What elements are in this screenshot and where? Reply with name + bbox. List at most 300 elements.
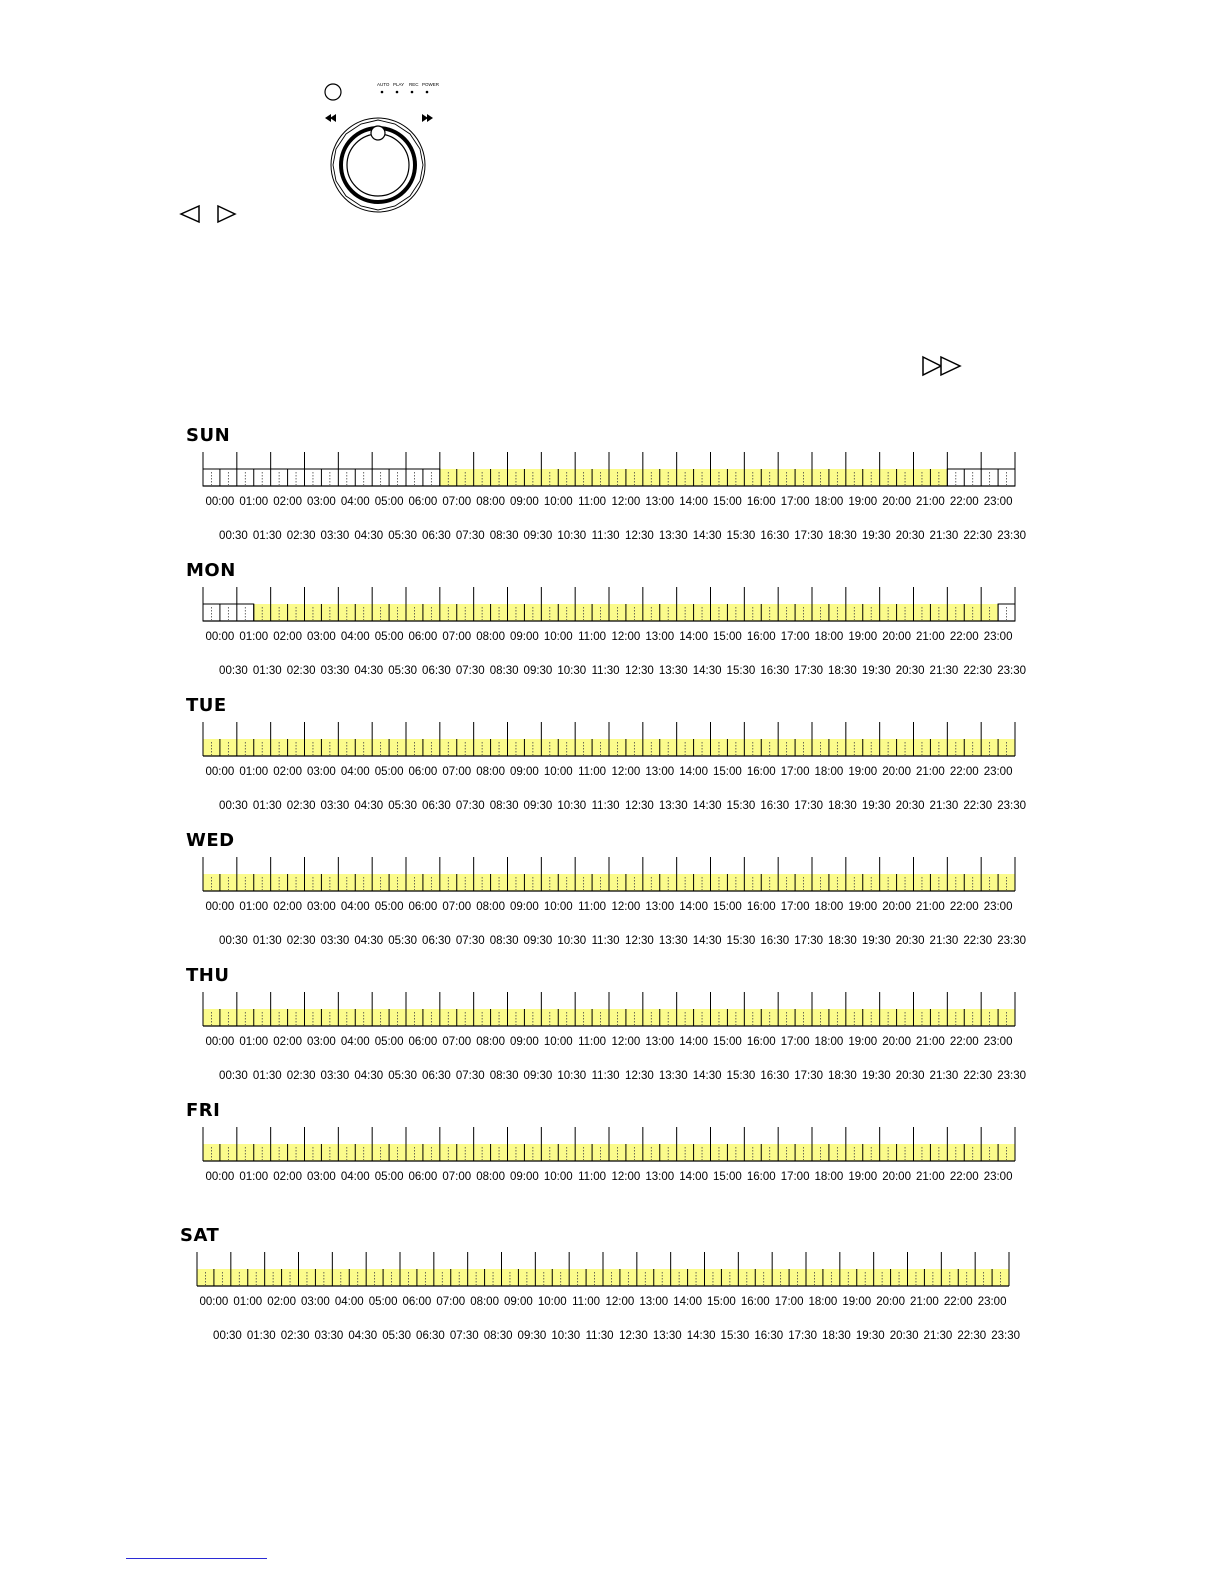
half-hour-label: 23:30 (991, 1330, 1021, 1342)
day-label-wed: WED (186, 830, 235, 851)
hour-label: 04:00 (340, 1171, 370, 1183)
half-hour-label: 13:30 (658, 1070, 688, 1082)
half-hour-label: 20:30 (889, 1330, 919, 1342)
timeline-svg-tue (199, 722, 1041, 822)
hour-label: 14:00 (673, 1296, 702, 1308)
hour-label: 17:00 (774, 1296, 804, 1308)
half-hour-label: 08:30 (489, 935, 519, 947)
hour-label: 22:00 (949, 766, 979, 778)
hour-label: 05:00 (374, 496, 404, 508)
hour-label: 13:00 (645, 1171, 675, 1183)
half-hour-label: 04:30 (354, 1070, 384, 1082)
timeline-svg-wed (199, 857, 1041, 957)
half-hour-label: 10:30 (557, 800, 587, 812)
day-label-fri: FRI (186, 1100, 221, 1121)
jog-shuttle-dial-icon[interactable] (331, 118, 425, 212)
half-hour-label: 09:30 (523, 1070, 553, 1082)
hour-label: 06:00 (408, 1171, 438, 1183)
half-hour-label: 01:30 (252, 800, 282, 812)
hour-label: 01:00 (239, 1036, 269, 1048)
half-hour-label: 21:30 (929, 800, 959, 812)
half-hour-label: 07:30 (455, 530, 485, 542)
half-hour-label: 10:30 (551, 1330, 581, 1342)
hour-label: 07:00 (442, 1171, 472, 1183)
hour-label: 07:00 (436, 1296, 466, 1308)
hour-label: 20:00 (882, 496, 911, 508)
hour-label: 08:00 (476, 1171, 505, 1183)
hour-label: 11:00 (578, 631, 607, 643)
half-hour-label: 09:30 (517, 1330, 547, 1342)
half-hour-label: 05:30 (388, 935, 418, 947)
half-hour-label: 00:30 (219, 935, 248, 947)
half-hour-label: 06:30 (422, 1070, 451, 1082)
hour-label: 21:00 (916, 1036, 945, 1048)
half-hour-label: 20:30 (895, 935, 925, 947)
hour-label: 11:00 (578, 1036, 607, 1048)
hour-label: 10:00 (543, 496, 573, 508)
half-hour-label: 10:30 (557, 665, 587, 677)
hour-label: 16:00 (746, 901, 776, 913)
half-hour-label: 18:30 (828, 800, 857, 812)
half-hour-label: 07:30 (455, 665, 485, 677)
half-hour-label: 18:30 (828, 1070, 857, 1082)
half-hour-label: 19:30 (861, 1070, 891, 1082)
half-hour-label: 15:30 (726, 800, 756, 812)
indicator-label-power: POWER (422, 82, 440, 87)
hour-label: 09:00 (510, 496, 539, 508)
hour-label: 23:00 (983, 1171, 1013, 1183)
half-hour-label: 03:30 (320, 935, 350, 947)
hour-label: 02:00 (273, 631, 302, 643)
half-hour-label: 00:30 (219, 1070, 248, 1082)
hour-label: 15:00 (713, 631, 742, 643)
timeline-tue[interactable] (199, 722, 1041, 822)
half-hour-label: 14:30 (692, 1070, 722, 1082)
hour-label: 15:00 (713, 766, 742, 778)
fast-forward-icon (422, 114, 433, 122)
half-hour-label: 01:30 (246, 1330, 276, 1342)
half-hour-label: 23:30 (997, 1070, 1027, 1082)
hour-label: 11:00 (578, 496, 607, 508)
half-hour-label: 12:30 (619, 1330, 648, 1342)
timeline-sun[interactable] (199, 452, 1041, 552)
hour-label: 20:00 (882, 631, 911, 643)
hour-label: 01:00 (239, 1171, 269, 1183)
half-hour-label: 07:30 (455, 1070, 485, 1082)
hour-label: 03:00 (307, 766, 336, 778)
half-hour-label: 08:30 (489, 530, 519, 542)
half-hour-label: 21:30 (923, 1330, 953, 1342)
half-hour-label: 15:30 (720, 1330, 750, 1342)
half-hour-label: 07:30 (455, 800, 485, 812)
hour-label: 21:00 (916, 1171, 945, 1183)
half-hour-label: 03:30 (320, 800, 350, 812)
half-hour-label: 12:30 (625, 935, 654, 947)
half-hour-label: 17:30 (794, 530, 824, 542)
half-hour-label: 23:30 (997, 935, 1027, 947)
hour-label: 16:00 (746, 631, 776, 643)
half-hour-label: 17:30 (794, 935, 824, 947)
hour-label: 04:00 (340, 766, 370, 778)
hour-label: 20:00 (882, 766, 911, 778)
hour-label: 21:00 (910, 1296, 939, 1308)
half-hour-label: 19:30 (861, 530, 891, 542)
hour-label: 07:00 (442, 496, 472, 508)
hour-label: 07:00 (442, 631, 472, 643)
hour-label: 07:00 (442, 1036, 472, 1048)
hour-label: 02:00 (273, 1036, 302, 1048)
indicator-label-auto: AUTO (377, 82, 390, 87)
hour-label: 04:00 (334, 1296, 364, 1308)
hour-label: 10:00 (543, 766, 573, 778)
hour-label: 17:00 (780, 1171, 810, 1183)
timeline-thu[interactable] (199, 992, 1041, 1092)
hour-label: 16:00 (746, 1036, 776, 1048)
half-hour-label: 10:30 (557, 530, 587, 542)
hour-label: 16:00 (740, 1296, 770, 1308)
hour-label: 14:00 (679, 1036, 708, 1048)
left-arrow-icon[interactable] (181, 206, 199, 222)
hour-label: 22:00 (949, 496, 979, 508)
half-hour-label: 09:30 (523, 935, 553, 947)
half-hour-label: 11:30 (591, 665, 620, 677)
half-hour-label: 22:30 (963, 800, 993, 812)
half-hour-label: 13:30 (658, 935, 688, 947)
half-hour-label: 13:30 (658, 530, 688, 542)
half-hour-label: 04:30 (354, 935, 384, 947)
half-hour-label: 02:30 (280, 1330, 310, 1342)
half-hour-label: 22:30 (963, 1070, 993, 1082)
half-hour-label: 19:30 (855, 1330, 885, 1342)
hour-label: 20:00 (882, 1171, 911, 1183)
half-hour-label: 08:30 (489, 665, 519, 677)
hour-label: 06:00 (402, 1296, 432, 1308)
half-hour-label: 16:30 (754, 1330, 784, 1342)
day-label-tue: TUE (186, 695, 227, 716)
timeline-svg-mon (199, 587, 1041, 687)
hour-label: 08:00 (476, 631, 505, 643)
half-hour-label: 05:30 (388, 530, 418, 542)
half-hour-label: 03:30 (320, 530, 350, 542)
hour-label: 19:00 (842, 1296, 872, 1308)
half-hour-label: 00:30 (219, 530, 248, 542)
hour-label: 12:00 (611, 496, 641, 508)
hour-label: 06:00 (408, 1036, 438, 1048)
hour-label: 19:00 (848, 1036, 878, 1048)
half-hour-label: 11:30 (585, 1330, 614, 1342)
half-hour-label: 23:30 (997, 530, 1027, 542)
hour-label: 09:00 (510, 766, 539, 778)
half-hour-label: 05:30 (388, 665, 418, 677)
hour-label: 06:00 (408, 766, 438, 778)
timeline-wed[interactable] (199, 857, 1041, 957)
power-button-icon[interactable] (325, 84, 341, 100)
hour-label: 16:00 (746, 1171, 776, 1183)
half-hour-label: 20:30 (895, 665, 925, 677)
half-hour-label: 05:30 (388, 800, 418, 812)
day-label-sat: SAT (180, 1225, 220, 1246)
hour-label: 01:00 (239, 631, 269, 643)
hour-label: 11:00 (578, 1171, 607, 1183)
hour-label: 00:00 (205, 1171, 235, 1183)
hour-label: 12:00 (611, 1036, 641, 1048)
timeline-svg-sun (199, 452, 1041, 552)
hour-label: 13:00 (645, 631, 675, 643)
half-hour-label: 12:30 (625, 800, 654, 812)
hour-label: 04:00 (340, 1036, 370, 1048)
hour-label: 00:00 (205, 1036, 235, 1048)
half-hour-label: 09:30 (523, 530, 553, 542)
hour-label: 15:00 (713, 1036, 742, 1048)
half-hour-label: 18:30 (828, 665, 857, 677)
hour-label: 17:00 (780, 631, 810, 643)
hour-label: 00:00 (205, 766, 235, 778)
hour-label: 09:00 (510, 901, 539, 913)
hour-label: 20:00 (876, 1296, 905, 1308)
hour-label: 13:00 (639, 1296, 669, 1308)
hour-label: 15:00 (713, 1171, 742, 1183)
hour-label: 04:00 (340, 496, 370, 508)
hour-label: 14:00 (679, 1171, 708, 1183)
hour-label: 10:00 (543, 901, 573, 913)
timeline-svg-thu (199, 992, 1041, 1092)
hour-label: 12:00 (611, 901, 641, 913)
hour-label: 02:00 (267, 1296, 296, 1308)
hour-label: 12:00 (611, 1171, 641, 1183)
half-hour-label: 02:30 (286, 530, 316, 542)
hour-label: 15:00 (713, 496, 742, 508)
hour-label: 12:00 (611, 766, 641, 778)
fast-forward-symbol (920, 354, 964, 378)
hour-label: 22:00 (943, 1296, 973, 1308)
hour-label: 19:00 (848, 766, 878, 778)
half-hour-label: 15:30 (726, 935, 756, 947)
half-hour-label: 02:30 (286, 1070, 316, 1082)
hour-label: 03:00 (307, 631, 336, 643)
half-hour-label: 02:30 (286, 665, 316, 677)
half-hour-label: 01:30 (252, 1070, 282, 1082)
half-hour-label: 09:30 (523, 665, 553, 677)
half-hour-label: 08:30 (489, 800, 519, 812)
hour-label: 15:00 (707, 1296, 736, 1308)
day-label-sun: SUN (186, 425, 231, 446)
indicator-label-play: PLAY (393, 82, 405, 87)
half-hour-label: 00:30 (213, 1330, 242, 1342)
hour-label: 22:00 (949, 901, 979, 913)
hour-label: 20:00 (882, 1036, 911, 1048)
front-panel-dial-illustration (315, 76, 445, 216)
half-hour-label: 15:30 (726, 1070, 756, 1082)
double-right-arrow-icon (923, 357, 960, 375)
half-hour-label: 04:30 (354, 800, 384, 812)
half-hour-label: 00:30 (219, 800, 248, 812)
hour-label: 05:00 (374, 631, 404, 643)
half-hour-label: 09:30 (523, 800, 553, 812)
half-hour-label: 06:30 (422, 800, 451, 812)
timeline-mon[interactable] (199, 587, 1041, 687)
hour-label: 23:00 (983, 631, 1013, 643)
half-hour-label: 14:30 (692, 530, 722, 542)
hour-label: 14:00 (679, 766, 708, 778)
timeline-sat[interactable] (193, 1252, 1035, 1352)
timeline-fri[interactable] (199, 1127, 1041, 1193)
hour-label: 21:00 (916, 766, 945, 778)
half-hour-label: 01:30 (252, 530, 282, 542)
half-hour-label: 22:30 (957, 1330, 987, 1342)
half-hour-label: 16:30 (760, 665, 790, 677)
half-hour-label: 17:30 (794, 1070, 824, 1082)
half-hour-label: 18:30 (828, 530, 857, 542)
hour-label: 17:00 (780, 901, 810, 913)
half-hour-label: 20:30 (895, 1070, 925, 1082)
half-hour-label: 16:30 (760, 530, 790, 542)
half-hour-label: 10:30 (557, 1070, 587, 1082)
hour-label: 10:00 (543, 1171, 573, 1183)
half-hour-label: 17:30 (794, 665, 824, 677)
hour-label: 03:00 (307, 496, 336, 508)
hour-label: 00:00 (205, 496, 235, 508)
half-hour-label: 12:30 (625, 530, 654, 542)
hour-label: 09:00 (510, 631, 539, 643)
hour-label: 23:00 (983, 901, 1013, 913)
indicator-lamps (377, 82, 440, 93)
hour-label: 20:00 (882, 901, 911, 913)
half-hour-label: 13:30 (658, 665, 688, 677)
half-hour-label: 11:30 (591, 935, 620, 947)
hour-label: 11:00 (572, 1296, 601, 1308)
day-label-thu: THU (186, 965, 230, 986)
timeline-svg-sat (193, 1252, 1035, 1352)
hour-label: 23:00 (977, 1296, 1007, 1308)
hour-label: 14:00 (679, 496, 708, 508)
hour-label: 14:00 (679, 901, 708, 913)
half-hour-label: 06:30 (416, 1330, 445, 1342)
hour-label: 10:00 (543, 631, 573, 643)
half-hour-label: 14:30 (692, 665, 722, 677)
hour-label: 05:00 (374, 1036, 404, 1048)
hour-label: 15:00 (713, 901, 742, 913)
hour-label: 01:00 (239, 901, 269, 913)
half-hour-label: 12:30 (625, 665, 654, 677)
indicator-label-rec: REC (409, 82, 419, 87)
hour-label: 03:00 (307, 1036, 336, 1048)
hour-label: 10:00 (543, 1036, 573, 1048)
hour-label: 05:00 (374, 766, 404, 778)
half-hour-label: 01:30 (252, 935, 282, 947)
half-hour-label: 01:30 (252, 665, 282, 677)
hour-label: 19:00 (848, 496, 878, 508)
hour-label: 00:00 (205, 901, 235, 913)
half-hour-label: 21:30 (929, 935, 959, 947)
hour-label: 04:00 (340, 631, 370, 643)
half-hour-label: 05:30 (388, 1070, 418, 1082)
half-hour-label: 14:30 (692, 800, 722, 812)
hour-label: 01:00 (239, 496, 269, 508)
hour-label: 23:00 (983, 1036, 1013, 1048)
half-hour-label: 04:30 (354, 665, 384, 677)
hour-label: 13:00 (645, 1036, 675, 1048)
hour-label: 06:00 (408, 496, 438, 508)
hour-label: 01:00 (239, 766, 269, 778)
hour-label: 03:00 (307, 1171, 336, 1183)
half-hour-label: 22:30 (963, 530, 993, 542)
half-hour-label: 11:30 (591, 530, 620, 542)
hour-label: 02:00 (273, 766, 302, 778)
right-arrow-icon[interactable] (218, 206, 235, 222)
hour-label: 08:00 (476, 1036, 505, 1048)
half-hour-label: 18:30 (822, 1330, 851, 1342)
hour-label: 21:00 (916, 631, 945, 643)
hour-label: 16:00 (746, 766, 776, 778)
hour-label: 13:00 (645, 766, 675, 778)
half-hour-label: 02:30 (286, 935, 316, 947)
hour-label: 05:00 (374, 901, 404, 913)
hour-label: 03:00 (307, 901, 336, 913)
half-hour-label: 05:30 (382, 1330, 412, 1342)
hour-label: 16:00 (746, 496, 776, 508)
hour-label: 03:00 (301, 1296, 330, 1308)
hour-label: 06:00 (408, 901, 438, 913)
half-hour-label: 02:30 (286, 800, 316, 812)
hour-label: 01:00 (233, 1296, 263, 1308)
half-hour-label: 15:30 (726, 665, 756, 677)
hour-label: 19:00 (848, 631, 878, 643)
half-hour-label: 21:30 (929, 1070, 959, 1082)
half-hour-label: 19:30 (861, 800, 891, 812)
half-hour-label: 18:30 (828, 935, 857, 947)
hour-label: 12:00 (611, 631, 641, 643)
hour-label: 05:00 (374, 1171, 404, 1183)
half-hour-label: 23:30 (997, 800, 1027, 812)
hour-label: 02:00 (273, 496, 302, 508)
hour-label: 07:00 (442, 901, 472, 913)
hour-label: 00:00 (205, 631, 235, 643)
half-hour-label: 06:30 (422, 530, 451, 542)
half-hour-label: 16:30 (760, 800, 790, 812)
half-hour-label: 13:30 (658, 800, 688, 812)
hour-label: 22:00 (949, 631, 979, 643)
hour-label: 07:00 (442, 766, 472, 778)
half-hour-label: 11:30 (591, 800, 620, 812)
half-hour-label: 14:30 (692, 935, 722, 947)
hour-label: 10:00 (537, 1296, 567, 1308)
half-hour-label: 04:30 (354, 530, 384, 542)
hour-label: 18:00 (808, 1296, 838, 1308)
hour-label: 19:00 (848, 901, 878, 913)
half-hour-label: 07:30 (449, 1330, 479, 1342)
hour-label: 18:00 (814, 496, 844, 508)
half-hour-label: 22:30 (963, 665, 993, 677)
half-hour-label: 19:30 (861, 935, 891, 947)
hour-label: 17:00 (780, 496, 810, 508)
half-hour-label: 19:30 (861, 665, 891, 677)
hour-label: 18:00 (814, 631, 844, 643)
arrow-keys (178, 203, 240, 225)
hour-label: 02:00 (273, 901, 302, 913)
timeline-svg-fri (199, 1127, 1041, 1193)
hour-label: 13:00 (645, 496, 675, 508)
half-hour-label: 03:30 (314, 1330, 344, 1342)
half-hour-label: 03:30 (320, 665, 350, 677)
half-hour-label: 22:30 (963, 935, 993, 947)
hour-label: 21:00 (916, 901, 945, 913)
hour-label: 22:00 (949, 1036, 979, 1048)
hour-label: 08:00 (476, 766, 505, 778)
hour-label: 09:00 (510, 1171, 539, 1183)
hour-label: 17:00 (780, 766, 810, 778)
half-hour-label: 20:30 (895, 530, 925, 542)
half-hour-label: 08:30 (483, 1330, 513, 1342)
